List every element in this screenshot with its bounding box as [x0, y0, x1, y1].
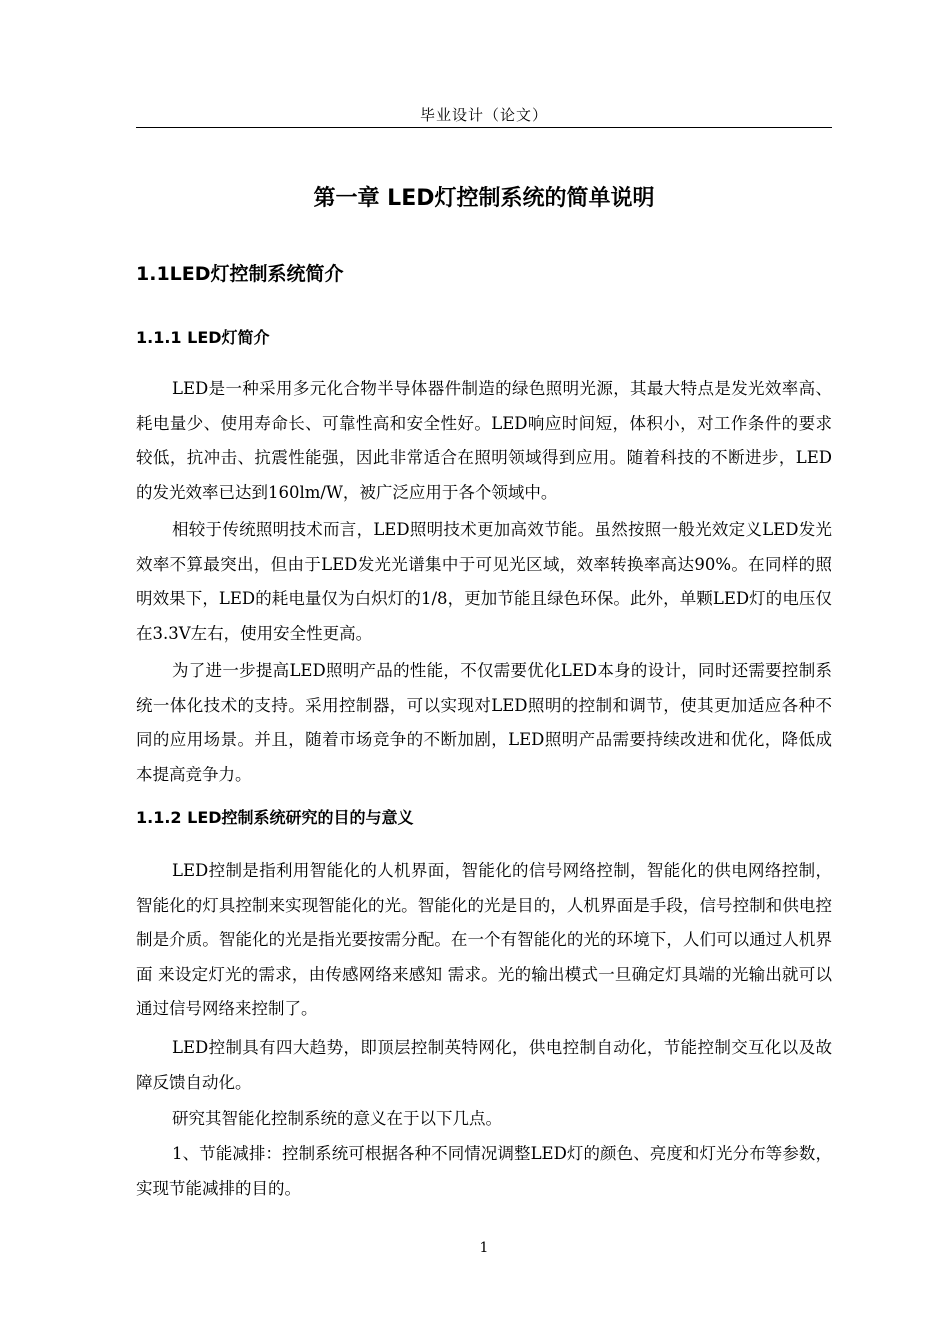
section-1-1-1-heading: 1.1.1 LED灯简介 [136, 328, 270, 347]
paragraph-research-significance: 研究其智能化控制系统的意义在于以下几点。 [172, 1109, 502, 1128]
page-number: 1 [479, 1240, 489, 1256]
paragraph-led-control-trends: LED控制具有四大趋势，即顶层控制英特网化，供电控制自动化，节能控制交互化以及故障反馈自动化。 [136, 1038, 832, 1092]
section-1-1-heading: 1.1LED灯控制系统简介 [136, 263, 344, 285]
page-header: 毕业设计（论文） [419, 106, 548, 124]
paragraph-led-intro: LED是一种采用多元化合物半导体器件制造的绿色照明光源，其最大特点是发光效率高、耗电量少、使用寿命长、可靠性高和安全性好。LED响应时间短，体积小，对工作条件的要求较低，抗冲击、抗震性能强，因此非常适合在照明领域得到应用。随着科技的不断进步，LED的发光效率已达到160lm/W，被广泛应用于各个领域中。 [136, 379, 832, 502]
paragraph-led-efficiency: 相较于传统照明技术而言，LED照明技术更加高效节能。虽然按照一般光效定义LED发光效率不算最突出，但由于LED发光光谱集中于可见光区域，效率转换率高达90%。在同样的照明效果下，LED的耗电量仅为白炽灯的1/8，更加节能且绿色环保。此外，单颗LED灯的电压仅在3.3V左右，使用安全性更高。 [136, 520, 832, 643]
paragraph-energy-saving: 1、节能减排：控制系统可根据各种不同情况调整LED灯的颜色、亮度和灯光分布等参数，实现节能减排的目的。 [136, 1144, 832, 1198]
header-rule [136, 127, 832, 128]
chapter-title: 第一章 LED灯控制系统的简单说明 [313, 186, 655, 211]
paragraph-led-control-need: 为了进一步提高LED照明产品的性能，不仅需要优化LED本身的设计，同时还需要控制系统一体化技术的支持。采用控制器，可以实现对LED照明的控制和调节，使其更加适应各种不同的应用场景。并且，随着市场竞争的不断加剧，LED照明产品需要持续改进和优化，降低成本提高竞争力。 [136, 661, 832, 784]
section-1-1-2-heading: 1.1.2 LED控制系统研究的目的与意义 [136, 808, 414, 827]
paragraph-led-control-definition: LED控制是指利用智能化的人机界面，智能化的信号网络控制，智能化的供电网络控制，智能化的灯具控制来实现智能化的光。智能化的光是目的，人机界面是手段，信号控制和供电控制是介质。智能化的光是指光要按需分配。在一个有智能化的光的环境下，人们可以通过人机界面 来设定灯光的需求，由传感网络来感知 需求。光的输出模式一旦确定灯具端的光输出就可以通过信号网络来控制了。 [136, 861, 832, 1018]
